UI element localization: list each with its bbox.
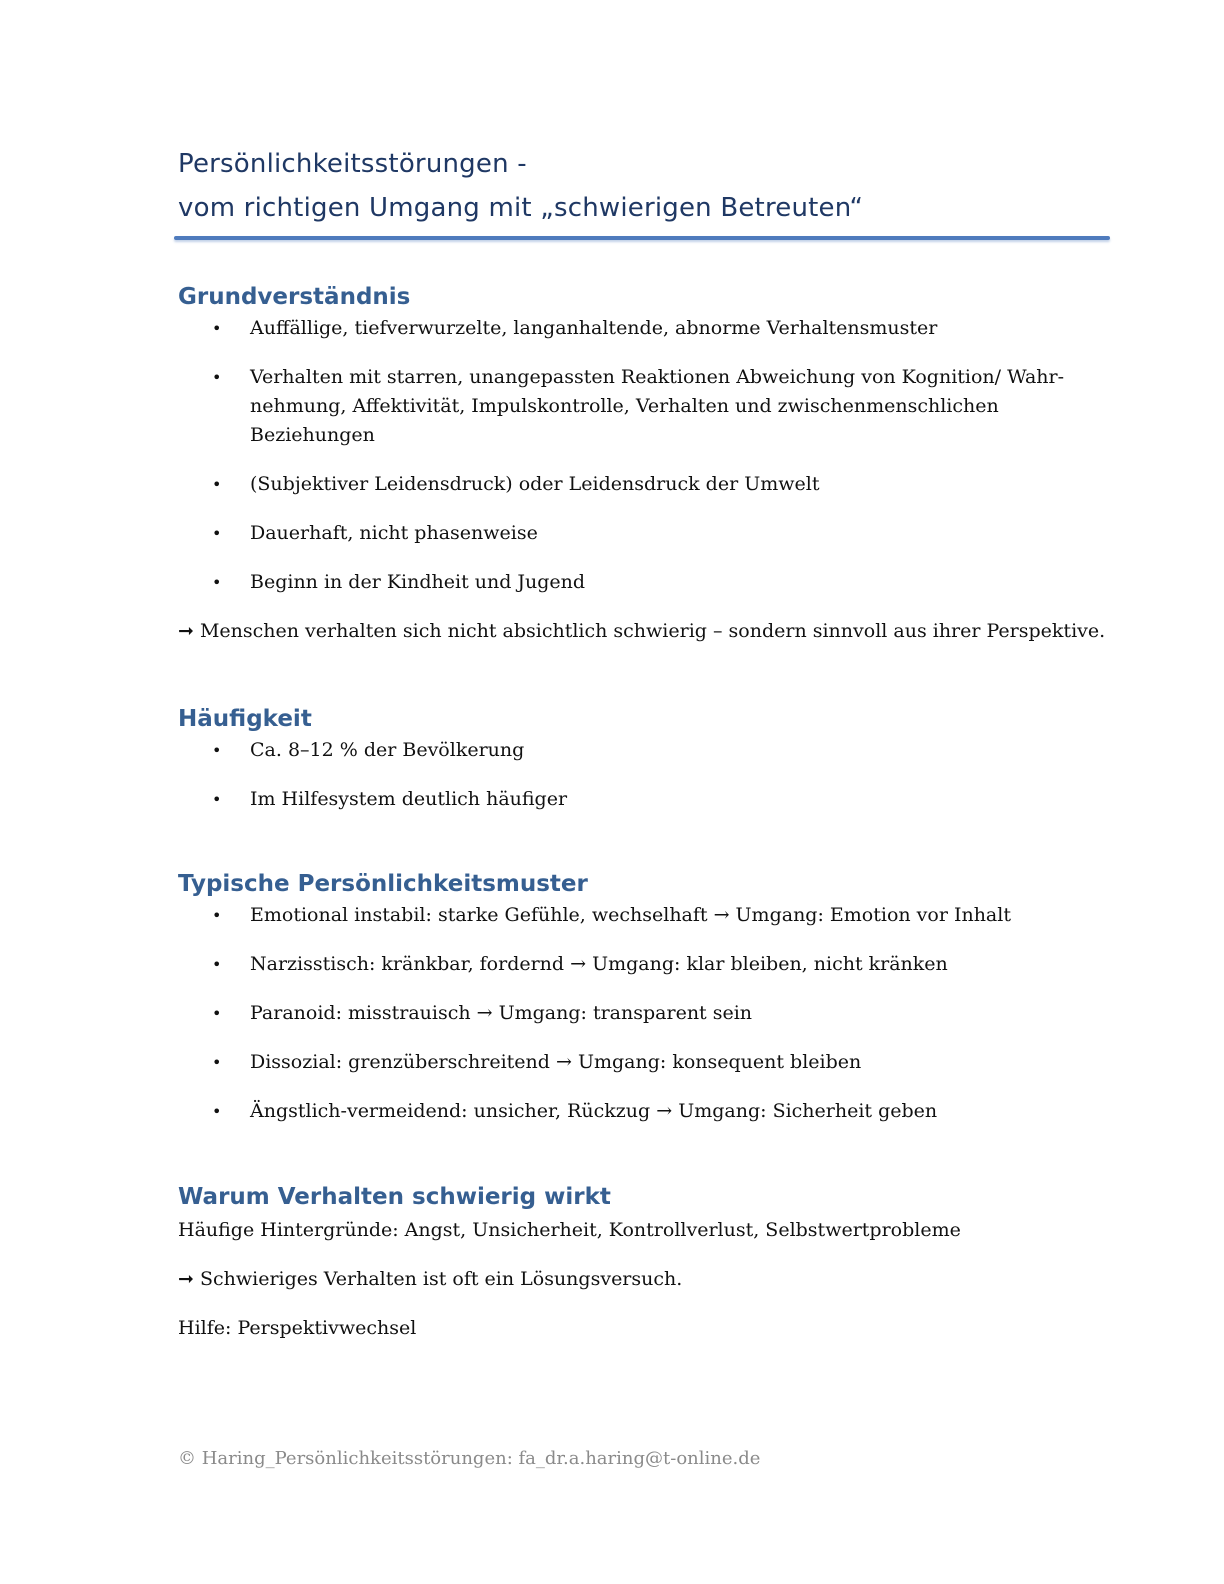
bullet-list [178,736,1118,814]
bullet-list [178,901,1118,1126]
bullet-icon: • [212,955,222,974]
conclusion-text: ➞ Menschen verhalten sich nicht absichtlich schwierig – sondern sinnvoll aus ihrer Perspektive. [178,620,1106,642]
list-item [178,785,1118,814]
list-item [178,901,1118,930]
paragraph-hintergruende: Häufige Hintergründe: Angst, Unsicherheit, Kontrollverlust, Selbstwertprobleme [178,1219,961,1241]
list-item-text: Emotional instabil: starke Gefühle, wechselhaft → Umgang: Emotion vor Inhalt [250,904,1011,926]
list-item [178,519,1118,548]
footer-copyright: © Haring_Persönlichkeitsstörungen: fa_dr.a.haring@t-online.de [178,1448,761,1469]
bullet-icon: • [212,906,222,925]
bullet-icon: • [212,319,222,338]
bullet-icon: • [212,1053,222,1072]
list-item [178,736,1118,765]
list-item-text: Beginn in der Kindheit und Jugend [250,571,586,593]
bullet-icon: • [212,741,222,760]
list-item-text: Narzisstisch: kränkbar, fordernd → Umgang: klar bleiben, nicht kränken [250,953,948,975]
document-title [178,142,1118,230]
list-item [178,363,1118,450]
list-item [178,999,1118,1028]
title-line-2: vom richtigen Umgang mit „schwierigen Betreuten“ [178,193,864,223]
list-item [178,1048,1118,1077]
list-item [178,950,1118,979]
list-item-text: Dissozial: grenzüberschreitend → Umgang: konsequent bleiben [250,1051,862,1073]
list-item-text: Im Hilfesystem deutlich häufiger [250,788,568,810]
list-item [178,1097,1118,1126]
section-heading: Warum Verhalten schwierig wirkt [178,1184,611,1210]
paragraph-hilfe: Hilfe: Perspektivwechsel [178,1317,417,1339]
bullet-icon: • [212,1102,222,1121]
list-item [178,568,1118,597]
bullet-icon: • [212,573,222,592]
title-line-1: Persönlichkeitsstörungen - [178,149,527,179]
bullet-icon: • [212,368,222,387]
bullet-icon: • [212,1004,222,1023]
section-heading: Typische Persönlichkeitsmuster [178,871,588,897]
list-item-text: Paranoid: misstrauisch → Umgang: transparent sein [250,1002,753,1024]
section-haeufigkeit [178,704,1118,834]
list-item [178,470,1118,499]
paragraph-loesungsversuch: ➞ Schwieriges Verhalten ist oft ein Lösungsversuch. [178,1268,683,1290]
title-divider [174,236,1110,240]
list-item-text: (Subjektiver Leidensdruck) oder Leidensdruck der Umwelt [250,473,820,495]
bullet-icon: • [212,790,222,809]
list-item [178,314,1118,343]
section-grundverstaendnis [178,282,1118,666]
section-warum [178,1182,1118,1363]
list-item-text: Ängstlich-vermeidend: unsicher, Rückzug → Umgang: Sicherheit geben [250,1100,938,1122]
bullet-icon: • [212,475,222,494]
section-muster [178,869,1118,1146]
list-item-text: Verhalten mit starren, unangepassten Reaktionen Abweichung von Kognition/ Wahr-nehmung, Affektivität, Impulskontrolle, Verhalten und zwischenmenschlichen Beziehungen [250,366,1065,446]
bullet-icon: • [212,524,222,543]
section-heading: Grundverständnis [178,284,411,310]
list-item-text: Auffällige, tiefverwurzelte, langanhaltende, abnorme Verhaltensmuster [250,317,938,339]
bullet-list [178,314,1118,597]
list-item-text: Ca. 8–12 % der Bevölkerung [250,739,525,761]
list-item-text: Dauerhaft, nicht phasenweise [250,522,538,544]
section-heading: Häufigkeit [178,706,312,732]
